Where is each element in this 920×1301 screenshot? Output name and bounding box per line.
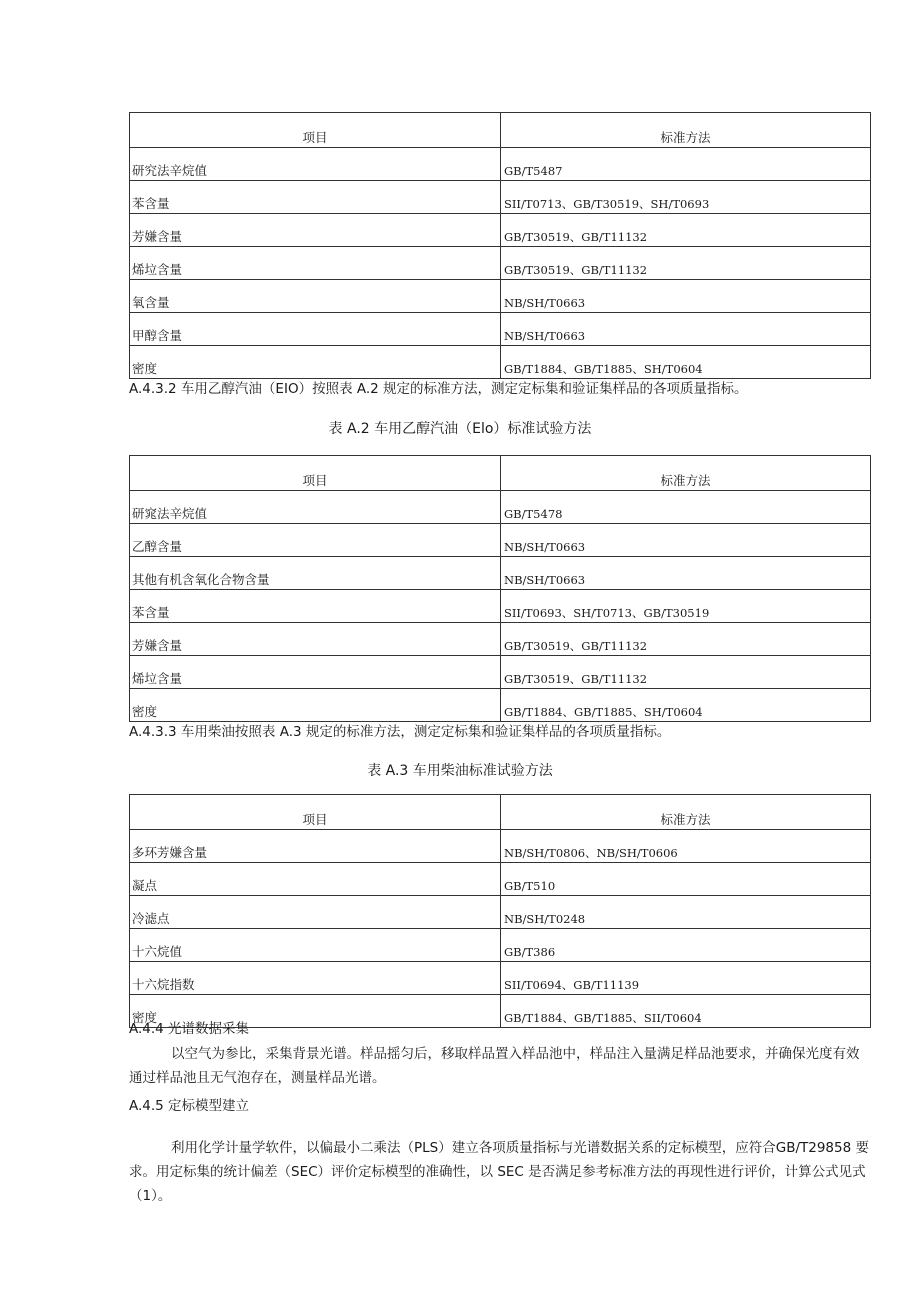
item-cell: 研窕法辛烷值 (130, 491, 501, 524)
item-cell: 多环芳嫌含量 (130, 830, 501, 863)
method-cell: NB/SH/T0806、NB/SH/T0606 (501, 830, 871, 863)
item-cell: 甲醇含量 (130, 313, 501, 346)
table-row (130, 863, 871, 896)
table-row (130, 896, 871, 929)
table-caption-a2: 表 A.2 车用乙醇汽油（Elo）标准试验方法 (328, 421, 592, 437)
header-item: 项目 (130, 795, 501, 830)
method-cell: SII/T0713、GB/T30519、SH/T0693 (501, 181, 871, 214)
table-a3 (129, 794, 871, 1028)
table-row (130, 689, 871, 722)
method-cell: GB/T1884、GB/T1885、SH/T0604 (501, 689, 871, 722)
item-cell: 芳嫌含量 (130, 214, 501, 247)
table-row (130, 830, 871, 863)
table-row (130, 929, 871, 962)
table-row (130, 623, 871, 656)
item-cell: 烯垃含量 (130, 247, 501, 280)
method-cell: SII/T0694、GB/T11139 (501, 962, 871, 995)
method-cell: GB/T510 (501, 863, 871, 896)
method-cell: GB/T30519、GB/T11132 (501, 656, 871, 689)
heading-a44: A.4.4 光谱数据采集 (129, 1021, 250, 1037)
item-cell: 乙醇含量 (130, 524, 501, 557)
table-row (130, 524, 871, 557)
item-cell: 苯含量 (130, 181, 501, 214)
paragraph-a45: 利用化学计量学软件，以偏最小二乘法（PLS）建立各项质量指标与光谱数据关系的定标模型，应符合GB/T29858 要求。用定标集的统计偏差（SEC）评价定标模型的准确性，以 SEC 是否满足参考标准方法的再现性进行评价，计算公式见式（1）。 (129, 1140, 869, 1204)
method-cell: GB/T1884、GB/T1885、SH/T0604 (501, 346, 871, 379)
table-row (130, 214, 871, 247)
method-cell: NB/SH/T0663 (501, 557, 871, 590)
header-method: 标准方法 (501, 456, 871, 491)
method-cell: GB/T30519、GB/T11132 (501, 214, 871, 247)
table-row (130, 656, 871, 689)
table-row (130, 148, 871, 181)
table-header-row (130, 795, 871, 830)
paragraph-a433: A.4.3.3 车用柴油按照表 A.3 规定的标准方法，测定定标集和验证集样品的各项质量指标。 (129, 724, 671, 740)
paragraph-a432: A.4.3.2 车用乙醇汽油（EIO）按照表 A.2 规定的标准方法，测定定标集和验证集样品的各项质量指标。 (129, 381, 748, 397)
item-cell: 芳嫌含量 (130, 623, 501, 656)
header-method: 标准方法 (501, 113, 871, 148)
header-item: 项目 (130, 113, 501, 148)
item-cell: 密度 (130, 346, 501, 379)
item-cell: 密度 (130, 995, 501, 1028)
method-cell: GB/T5478 (501, 491, 871, 524)
table-header-row (130, 113, 871, 148)
method-cell: NB/SH/T0248 (501, 896, 871, 929)
method-cell: NB/SH/T0663 (501, 524, 871, 557)
method-cell: GB/T5487 (501, 148, 871, 181)
item-cell: 十六烷指数 (130, 962, 501, 995)
table-row (130, 181, 871, 214)
method-cell: NB/SH/T0663 (501, 280, 871, 313)
method-cell: GB/T386 (501, 929, 871, 962)
item-cell: 冷滤点 (130, 896, 501, 929)
item-cell: 氧含量 (130, 280, 501, 313)
header-method: 标准方法 (501, 795, 871, 830)
item-cell: 凝点 (130, 863, 501, 896)
paragraph-a44: 以空气为参比，采集背景光谱。样品摇匀后，移取样品置入样品池中，样品注入量满足样品池要求，并确保光度有效通过样品池且无气泡存在，测量样品光谱。 (129, 1046, 860, 1086)
table-header-row (130, 456, 871, 491)
item-cell: 研究法辛烷值 (130, 148, 501, 181)
method-cell: GB/T1884、GB/T1885、SII/T0604 (501, 995, 871, 1028)
method-cell: GB/T30519、GB/T11132 (501, 247, 871, 280)
table-caption-a3: 表 A.3 车用柴油标准试验方法 (367, 763, 553, 779)
table-row (130, 313, 871, 346)
item-cell: 密度 (130, 689, 501, 722)
table-row (130, 590, 871, 623)
item-cell: 苯含量 (130, 590, 501, 623)
method-cell: SII/T0693、SH/T0713、GB/T30519 (501, 590, 871, 623)
header-item: 项目 (130, 456, 501, 491)
item-cell: 十六烷值 (130, 929, 501, 962)
table-row (130, 280, 871, 313)
table-row (130, 557, 871, 590)
method-cell: GB/T30519、GB/T11132 (501, 623, 871, 656)
method-cell: NB/SH/T0663 (501, 313, 871, 346)
table-row (130, 247, 871, 280)
table-a1 (129, 112, 871, 379)
item-cell: 其他有机含氧化合物含量 (130, 557, 501, 590)
table-row (130, 962, 871, 995)
table-a2 (129, 455, 871, 722)
table-row (130, 346, 871, 379)
table-row (130, 491, 871, 524)
heading-a45: A.4.5 定标模型建立 (129, 1098, 250, 1114)
item-cell: 烯垃含量 (130, 656, 501, 689)
